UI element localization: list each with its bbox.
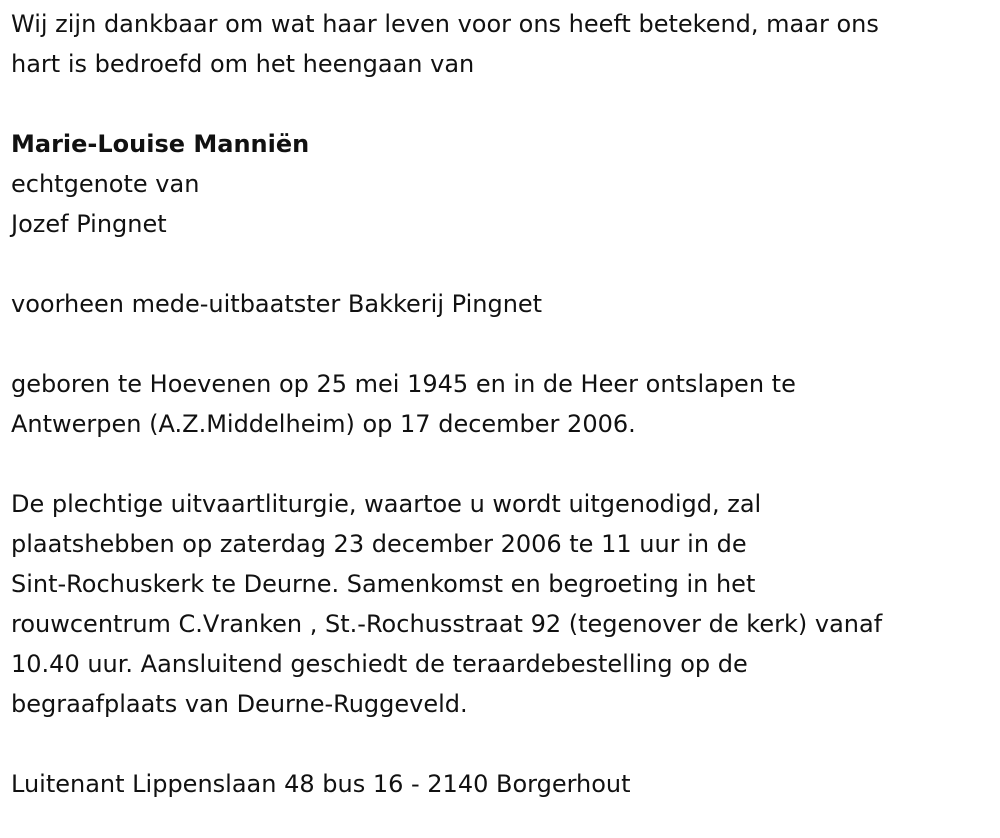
birth-death-line-2: Antwerpen (A.Z.Middelheim) op 17 december 2006. — [11, 410, 636, 438]
funeral-line-3: Sint-Rochuskerk te Deurne. Samenkomst en begroeting in het — [11, 570, 756, 598]
occupation-text: voorheen mede-uitbaatster Bakkerij Pingnet — [11, 290, 543, 318]
intro-line-2: hart is bedroefd om het heengaan van — [11, 50, 475, 78]
funeral-line-6: begraafplaats van Deurne-Ruggeveld. — [11, 690, 468, 718]
intro-paragraph — [11, 4, 990, 84]
birth-death-line-1: geboren te Hoevenen op 25 mei 1945 en in de Heer ontslapen te — [11, 370, 796, 398]
funeral-line-2: plaatshebben op zaterdag 23 december 2006 te 11 uur in de — [11, 530, 747, 558]
spacer — [11, 324, 990, 364]
funeral-line-5: 10.40 uur. Aansluitend geschiedt de teraardebestelling op de — [11, 650, 748, 678]
funeral-paragraph — [11, 484, 990, 724]
spacer — [11, 444, 990, 484]
address-text: Luitenant Lippenslaan 48 bus 16 - 2140 Borgerhout — [11, 770, 631, 798]
spacer — [11, 244, 990, 284]
spouse-name: Jozef Pingnet — [11, 210, 167, 238]
relation-text: echtgenote van — [11, 170, 200, 198]
funeral-line-1: De plechtige uitvaartliturgie, waartoe u wordt uitgenodigd, zal — [11, 490, 762, 518]
deceased-name: Marie-Louise Manniën — [11, 130, 310, 158]
funeral-line-4: rouwcentrum C.Vranken , St.-Rochusstraat 92 (tegenover de kerk) vanaf — [11, 610, 883, 638]
spacer — [11, 724, 990, 764]
birth-death-paragraph — [11, 364, 990, 444]
intro-line-1: Wij zijn dankbaar om wat haar leven voor ons heeft betekend, maar ons — [11, 10, 879, 38]
spacer — [11, 84, 990, 124]
